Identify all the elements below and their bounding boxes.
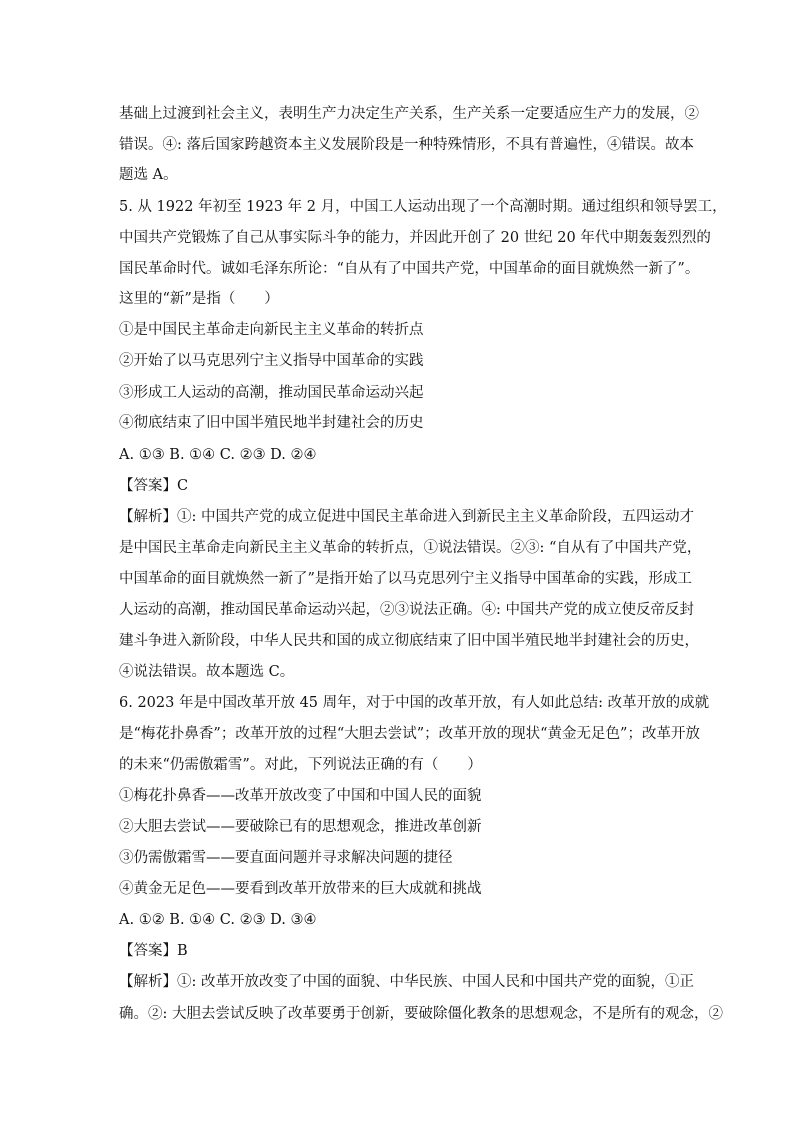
text-line: 中国共产党锻炼了自己从事实际斗争的能力，并因此开创了 20 世纪 20 年代中期轰轰烈烈的 bbox=[119, 230, 711, 246]
option-item: ④黄金无足色——要看到改革开放带来的巨大成就和挑战 bbox=[119, 881, 482, 897]
text-line: ④说法错误。故本题选 C。 bbox=[119, 664, 295, 680]
option-item: ②开始了以马克思列宁主义指导中国革命的实践 bbox=[119, 353, 424, 369]
option-item: ①梅花扑鼻香——改革开放改变了中国和中国人民的面貌 bbox=[119, 788, 482, 804]
answer-label: 【答案】B bbox=[119, 943, 188, 959]
text-line: 人运动的高潮，推动国民革命运动兴起，②③说法正确。④: 中国共产党的成立使反帝反封 bbox=[119, 602, 694, 618]
option-item: ③形成工人运动的高潮，推动国民革命运动兴起 bbox=[119, 385, 424, 401]
option-item: ①是中国民主革命走向新民主主义革命的转折点 bbox=[119, 322, 424, 338]
analysis-text: 【解析】①: 改革开放改变了中国的面貌、中华民族、中国人民和中国共产党的面貌，①正 bbox=[119, 974, 694, 990]
text-line: 基础上过渡到社会主义，表明生产力决定生产关系，生产关系一定要适应生产力的发展，② bbox=[119, 106, 699, 122]
answer-label: 【答案】C bbox=[119, 478, 189, 494]
text-line: 国民革命时代。诚如毛泽东所论：“自从有了中国共产党，中国革命的面目就焕然一新了”。 bbox=[119, 261, 700, 277]
text-line: 题选 A。 bbox=[119, 167, 178, 183]
text-line: 是“梅花扑鼻香”；改革开放的过程“大胆去尝试”；改革开放的现状“黄金无足色”；改革开放 bbox=[119, 726, 700, 742]
text-line: 这里的“新”是指（ ） bbox=[119, 291, 279, 307]
answer-choices: A. ①③ B. ①④ C. ②③ D. ②④ bbox=[119, 447, 317, 463]
answer-choices: A. ①② B. ①④ C. ②③ D. ③④ bbox=[119, 912, 317, 928]
option-item: ③仍需傲霜雪——要直面问题并寻求解决问题的捷径 bbox=[119, 850, 453, 866]
text-line: 错误。④: 落后国家跨越资本主义发展阶段是一种特殊情形，不具有普遍性，④错误。故本 bbox=[119, 137, 694, 153]
text-line: 建斗争进入新阶段，中华人民共和国的成立彻底结束了旧中国半殖民地半封建社会的历史， bbox=[119, 633, 699, 649]
option-item: ④彻底结束了旧中国半殖民地半封建社会的历史 bbox=[119, 415, 424, 431]
option-item: ②大胆去尝试——要破除已有的思想观念，推进改革创新 bbox=[119, 819, 482, 835]
question-6-stem: 6. 2023 年是中国改革开放 45 周年，对于中国的改革开放，有人如此总结: 改革开放的成就 bbox=[119, 695, 710, 711]
question-5-stem: 5. 从 1922 年初至 1923 年 2 月，中国工人运动出现了一个高潮时期。通过组织和领导罢工， bbox=[119, 199, 727, 215]
text-line: 确。②: 大胆去尝试反映了改革要勇于创新，要破除僵化教条的思想观念，不是所有的观念，② bbox=[119, 1006, 723, 1022]
analysis-text: 【解析】①: 中国共产党的成立促进中国民主革命进入到新民主主义革命阶段，五四运动才 bbox=[119, 509, 694, 525]
text-line: 的未来“仍需傲霜雪”。对此，下列说法正确的有（ ） bbox=[119, 757, 482, 773]
text-line: 是中国民主革命走向新民主主义革命的转折点，①说法错误。②③: “自从有了中国共产党， bbox=[119, 540, 702, 556]
text-line: 中国革命的面目就焕然一新了”是指开始了以马克思列宁主义指导中国革命的实践，形成工 bbox=[119, 571, 692, 587]
